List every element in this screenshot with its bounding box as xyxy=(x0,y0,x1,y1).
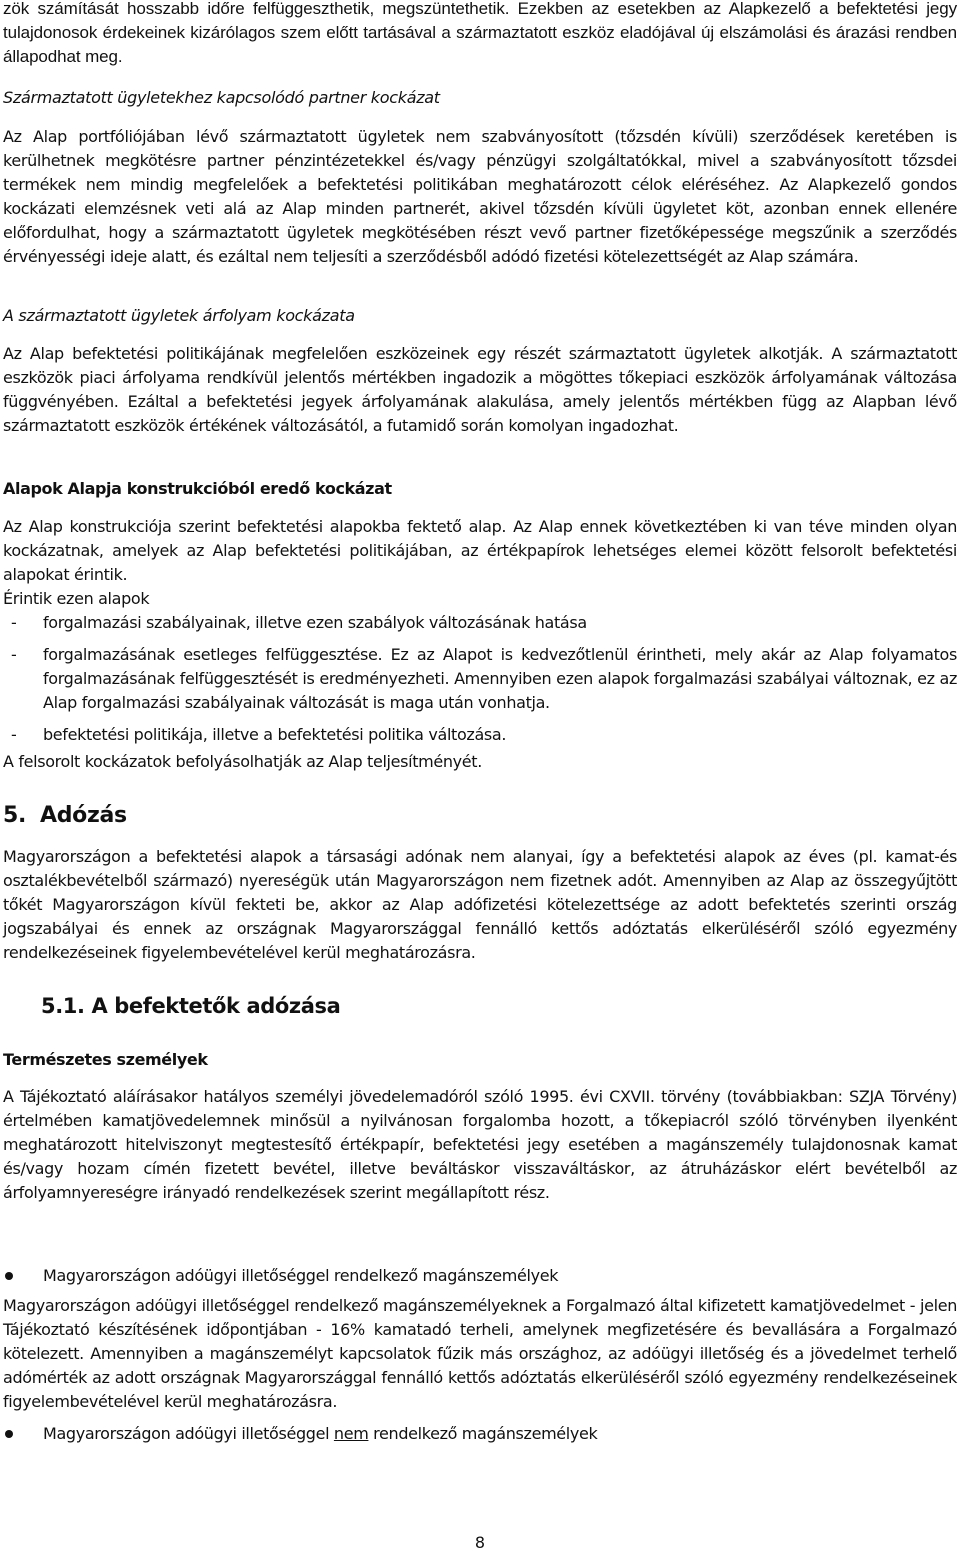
list-item xyxy=(3,723,957,747)
price-risk-paragraph: Az Alap befektetési politikájának megfelelően eszközeinek egy részét származtatott ügyletek alkotják. A származtatott eszközök piaci árfolyama rendkívül jelentős mértékben ingadozik a mögöttes tőkepiaci eszközök árfolyamának változása függvényében. Ezáltal a befektetési jegyek árfolyamának alakulása, amely jelentős mértékben függ az Alapban lévő származtatott eszközök értékének változásától, a futamidő során komolyan ingadozhat. xyxy=(3,344,957,435)
bullet-resident-text: Magyarországon adóügyi illetőséggel rendelkező magánszemélyek xyxy=(43,1266,559,1285)
list-item-text: forgalmazási szabályainak, illetve ezen szabályok változásának hatása xyxy=(43,613,587,632)
resident-paragraph: Magyarországon adóügyi illetőséggel rendelkező magánszemélyeknek a Forgalmazó által kifizetett kamatjövedelmet - jelen Tájékoztató készítésének időpontjában - 16% kamatadó terheli, amelynek megfizetésére és bevallására a Forgalmazó kötelezett. Amennyiben a magánszemélyt kapcsolatok fűzik más országhoz, az adóügyi illetőség és a jövedelmet terhelő adómérték az adott országnak Magyarországgal fennálló kettős adóztatás elkerüléséről szóló egyezmény rendelkezéseinek figyelembevételével kerül meghatározásra. xyxy=(3,1296,957,1411)
counterparty-risk-heading: Származtatott ügyletekhez kapcsolódó partner kockázat xyxy=(3,88,440,107)
list-dash-marker: - xyxy=(11,645,17,664)
bullet-marker xyxy=(3,1264,43,1288)
section-5-1-heading: 5.1. A befektetők adózása xyxy=(41,994,341,1018)
bullet-nonresident-underlined: nem xyxy=(333,1424,369,1443)
price-risk-heading: A származtatott ügyletek árfolyam kockázata xyxy=(3,306,355,325)
bullet-resident xyxy=(3,1264,957,1288)
natural-persons-paragraph: A Tájékoztató aláírásakor hatályos személyi jövedelemadóról szóló 1995. évi CXVII. törvény (továbbiakban: SZJA Törvény) értelmében kamatjövedelemnek minősül a nyilvánosan forgalomba hozott, a tőkepiacról szóló törvényben ilyenként meghatározott hitelviszonyt megtestesítő értékpapír, befektetési jegy esetében a magánszemély tulajdonosnak kamat és/vagy hozam címén fizetett bevétel, illetve beváltáskor visszaváltáskor, az átruházáskor elért bevételből az árfolyamnyereségre irányadó rendelkezések szerint megállapított rész. xyxy=(3,1087,957,1202)
page-number: 8 xyxy=(474,1533,486,1552)
section-5-heading xyxy=(3,801,127,831)
bullet-marker xyxy=(3,1422,43,1446)
section-5-paragraph: Magyarországon a befektetési alapok a társasági adónak nem alanyai, így a befektetési alapok az éves (pl. kamat-és osztalékbevételből származó) nyereségük után Magyarországon nem fizetnek adót. Amennyiben az Alap az összegyűjtött tőkét Magyarországon kívül fekteti be, akkor az Alap adófizetési kötelezettsége az adott befektetés szerinti ország jogszabályai és ennek az országnak Magyarországgal fennálló kettős adóztatás elkerüléséről szóló egyezmény rendelkezéseinek figyelembevételével kerül meghatározásra. xyxy=(3,847,957,962)
list-dash-marker: - xyxy=(11,613,17,632)
fund-of-funds-heading: Alapok Alapja konstrukcióból eredő kockázat xyxy=(3,479,392,498)
section-5-title: Adózás xyxy=(40,803,127,828)
list-dash-marker: - xyxy=(11,725,17,744)
bullet-nonresident-part1: Magyarországon adóügyi illetőséggel xyxy=(43,1424,334,1443)
counterparty-risk-paragraph: Az Alap portfóliójában lévő származtatott ügyletek nem szabványosított (tőzsdén kívüli) szerződések keretében is kerülhetnek megkötésre partner pénzintézetekkel és/vagy pénzügyi szolgáltatókkal, mivel a szabványosított tőzsdei termékek nem mindig megfelelőek a befektetési politikában meghatározott célok eléréséhez. Az Alapkezelő gondos kockázati elemzésnek veti alá az Alap minden partnerét, akivel tőzsdén kívüli ügyletet köt, azonban ennek ellenére előfordulhat, hogy a származtatott ügyletek megkötésében részt vevő partner fizetőképessége megszűnik a szerződés érvényességi ideje alatt, és ezáltal nem teljesíti a szerződésből adódó fizetési kötelezettségét az Alap számára. xyxy=(3,127,957,266)
list-item xyxy=(3,611,957,635)
fund-of-funds-closing: A felsorolt kockázatok befolyásolhatják az Alap teljesítményét. xyxy=(3,752,482,771)
intro-paragraph: zök számítását hosszabb időre felfüggeszthetik, megszüntethetik. Ezekben az esetekben az Alapkezelő a befektetési jegy tulajdonosok érdekeinek kizárólagos szem előtt tartásával a származtatott eszköz eladójával új elszámolási és árazási rendben állapodhat meg. xyxy=(3,0,957,66)
fund-of-funds-list-intro: Érintik ezen alapok xyxy=(3,589,150,608)
bullet-nonresident xyxy=(3,1422,957,1446)
bullet-nonresident-text xyxy=(43,1422,597,1446)
list-item-text: forgalmazásának esetleges felfüggesztése. Ez az Alapot is kedvezőtlenül érintheti, mely akár az Alap folyamatos forgalmazásának felfüggesztését is eredményezheti. Amennyiben ezen alapok forgalmazási szabályai változnak, ez az Alap forgalmazási szabályainak változását is maga után vonhatja. xyxy=(43,645,957,712)
section-5-number: 5. xyxy=(3,803,27,828)
bullet-nonresident-part2: rendelkező magánszemélyek xyxy=(368,1424,598,1443)
fund-of-funds-list xyxy=(3,611,957,747)
fund-of-funds-paragraph: Az Alap konstrukciója szerint befektetési alapokba fektető alap. Az Alap ennek következtében ki van téve minden olyan kockázatnak, amelyek az Alap befektetési politikájában, az értékpapírok lehetséges elemei között felsorolt befektetési alapokat érintik. xyxy=(3,517,957,584)
list-item-text: befektetési politikája, illetve a befektetési politika változása. xyxy=(43,725,507,744)
natural-persons-heading: Természetes személyek xyxy=(3,1050,208,1069)
list-item xyxy=(3,643,957,715)
